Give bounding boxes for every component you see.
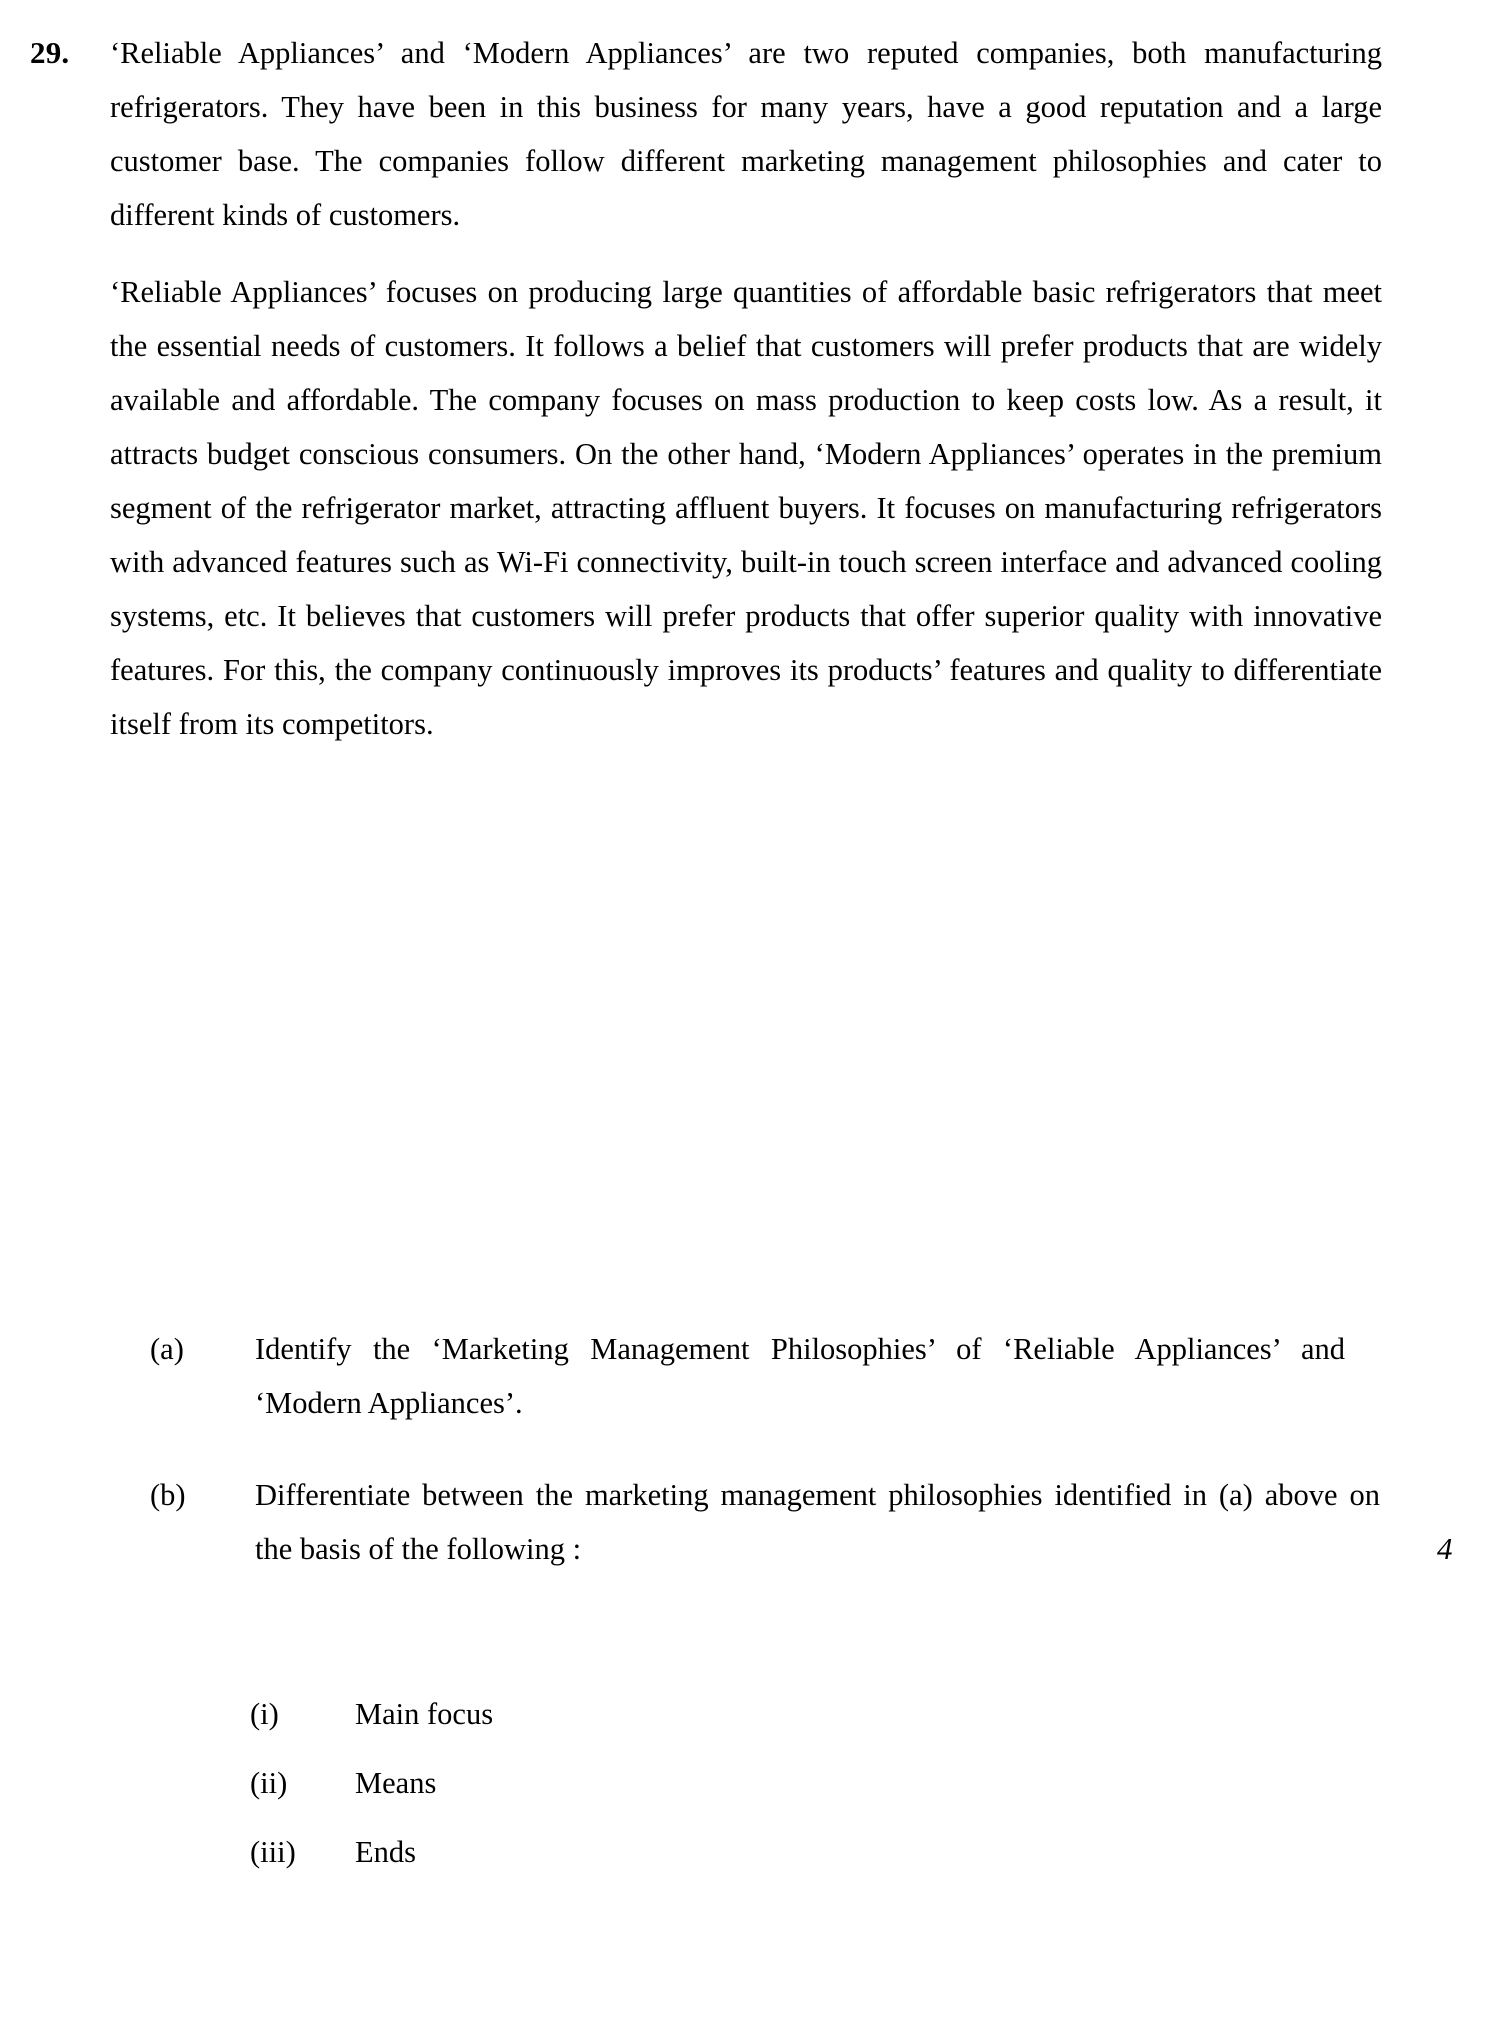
subpart-b-label: (b) [150, 1478, 186, 1512]
roman-numeral-list [0, 1692, 1505, 1899]
subpart-a [0, 1322, 1505, 1430]
roman-item-iii-text: Ends [355, 1835, 416, 1869]
subpart-b-text: Differentiate between the marketing management philosophies identified in (a) above on the basis of the following : [255, 1478, 1380, 1566]
subpart-a-text: Identify the ‘Marketing Management Philosophies’ of ‘Reliable Appliances’ and ‘Modern Appliances’. [255, 1332, 1345, 1420]
subpart-b [0, 1468, 1505, 1576]
roman-item-iii-label: (iii) [250, 1835, 296, 1869]
marks-allocation: 4 [1437, 1531, 1453, 1566]
roman-item-ii-label: (ii) [250, 1766, 288, 1800]
question-number: 29. [30, 35, 70, 70]
roman-item-iii [0, 1830, 1505, 1899]
roman-item-i-label: (i) [250, 1697, 279, 1731]
question-paragraph-2: ‘Reliable Appliances’ focuses on producing large quantities of affordable basic refrigerators that meet the essential needs of customers. It follows a belief that customers will prefer products that are widely available and affordable. The company focuses on mass production to keep costs low. As a result, it attracts budget conscious consumers. On the other hand, ‘Modern Appliances’ operates in the premium segment of the refrigerator market, attracting affluent buyers. It focuses on manufacturing refrigerators with advanced features such as Wi-Fi connectivity, built-in touch screen interface and advanced cooling systems, etc. It believes that customers will prefer products that offer superior quality with innovative features. For this, the company continuously improves its products’ features and quality to differentiate itself from its competitors. [110, 275, 1382, 741]
roman-item-i [0, 1692, 1505, 1761]
subpart-a-label: (a) [150, 1332, 184, 1366]
question-body [110, 26, 1382, 751]
subparts-list [0, 1322, 1505, 1614]
roman-item-ii [0, 1761, 1505, 1830]
roman-item-i-text: Main focus [355, 1697, 494, 1731]
question-paragraph-1: ‘Reliable Appliances’ and ‘Modern Appliances’ are two reputed companies, both manufacturing refrigerators. They have been in this business for many years, have a good reputation and a large customer base. The companies follow different marketing management philosophies and cater to different kinds of customers. [110, 36, 1382, 232]
roman-item-ii-text: Means [355, 1766, 437, 1800]
